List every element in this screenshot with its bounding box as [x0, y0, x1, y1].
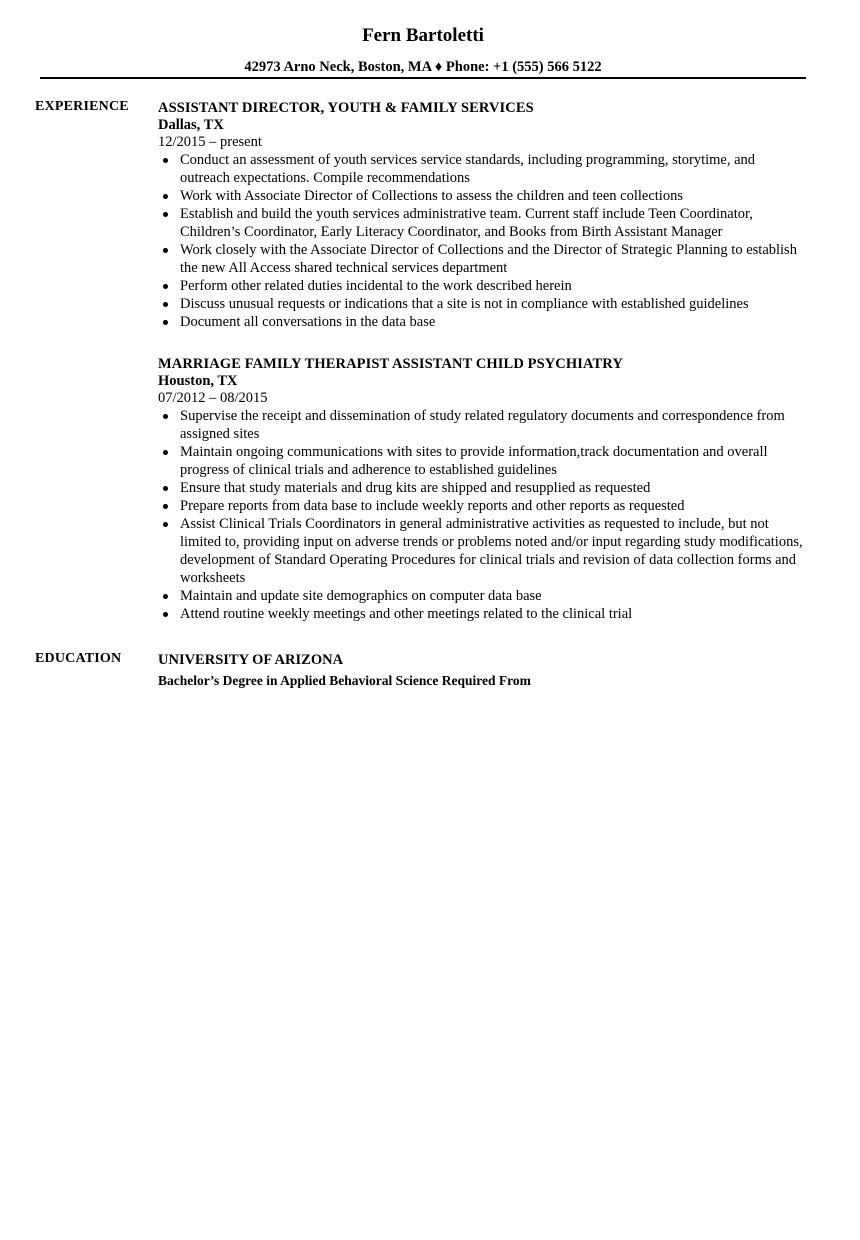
- job-dates: 12/2015 – present: [158, 134, 262, 150]
- school-name: UNIVERSITY OF ARIZONA: [158, 652, 344, 668]
- duty-text: Ensure that study materials and drug kits are shipped and resupplied as requested: [180, 480, 651, 496]
- bullet-icon: [163, 612, 168, 617]
- list-item: [158, 443, 808, 479]
- duty-text: Assist Clinical Trials Coordinators in general administrative activities as requested to include, but not limited to, providing input on adverse trends or problems noted and/or input regarding study modifications, development of Standard Operating Procedures for clinical trials and revision of data collection forms and worksheets: [180, 516, 803, 586]
- bullet-icon: [163, 320, 168, 325]
- bullet-icon: [163, 522, 168, 527]
- list-item: [158, 277, 808, 295]
- bullet-icon: [163, 486, 168, 491]
- job-title: MARRIAGE FAMILY THERAPIST ASSISTANT CHILD PSYCHIATRY: [158, 356, 623, 372]
- contact-line: 42973 Arno Neck, Boston, MA ♦ Phone: +1 (555) 566 5122: [244, 59, 602, 75]
- bullet-icon: [163, 284, 168, 289]
- duty-text: Discuss unusual requests or indications that a site is not in compliance with established guidelines: [180, 296, 749, 312]
- list-item: [158, 241, 808, 277]
- education-heading: EDUCATION: [35, 651, 122, 666]
- education-entry: [158, 651, 808, 690]
- job-title: ASSISTANT DIRECTOR, YOUTH & FAMILY SERVICES: [158, 100, 534, 116]
- list-item: [158, 497, 808, 515]
- duty-text: Work with Associate Director of Collections to assess the children and teen collections: [180, 188, 683, 204]
- header-divider: [40, 77, 806, 79]
- duty-text: Document all conversations in the data base: [180, 314, 436, 330]
- job-location: Dallas, TX: [158, 117, 224, 133]
- job-location: Houston, TX: [158, 373, 238, 389]
- bullet-icon: [163, 414, 168, 419]
- bullet-icon: [163, 302, 168, 307]
- job-duties-list: [158, 407, 808, 623]
- list-item: [158, 479, 808, 497]
- bullet-icon: [163, 248, 168, 253]
- bullet-icon: [163, 504, 168, 509]
- duty-text: Maintain and update site demographics on computer data base: [180, 588, 542, 604]
- list-item: [158, 605, 808, 623]
- bullet-icon: [163, 594, 168, 599]
- duty-text: Supervise the receipt and dissemination of study related regulatory documents and correspondence from assigned sites: [180, 408, 785, 442]
- list-item: [158, 515, 808, 587]
- bullet-icon: [163, 158, 168, 163]
- list-item: [158, 587, 808, 605]
- job-entry: [158, 99, 808, 331]
- duty-text: Perform other related duties incidental to the work described herein: [180, 278, 572, 294]
- duty-text: Attend routine weekly meetings and other meetings related to the clinical trial: [180, 606, 633, 622]
- candidate-name: Fern Bartoletti: [362, 25, 484, 46]
- experience-heading: EXPERIENCE: [35, 99, 129, 114]
- list-item: [158, 295, 808, 313]
- list-item: [158, 187, 808, 205]
- job-duties-list: [158, 151, 808, 331]
- list-item: [158, 313, 808, 331]
- job-entry: [158, 355, 808, 623]
- degree-name: Bachelor’s Degree in Applied Behavioral Science Required From: [158, 673, 531, 688]
- duty-text: Work closely with the Associate Director of Collections and the Director of Strategic Planning to establish the new All Access shared technical services department: [180, 242, 797, 276]
- list-item: [158, 205, 808, 241]
- job-dates: 07/2012 – 08/2015: [158, 390, 268, 406]
- list-item: [158, 151, 808, 187]
- list-item: [158, 407, 808, 443]
- duty-text: Prepare reports from data base to include weekly reports and other reports as requested: [180, 498, 685, 514]
- bullet-icon: [163, 194, 168, 199]
- duty-text: Maintain ongoing communications with sites to provide information,track documentation and overall progress of clinical trials and adherence to established guidelines: [180, 444, 768, 478]
- duty-text: Establish and build the youth services administrative team. Current staff include Teen Coordinator, Children’s Coordinator, Early Literacy Coordinator, and Books from Birth Assistant Manager: [180, 206, 753, 240]
- bullet-icon: [163, 212, 168, 217]
- duty-text: Conduct an assessment of youth services service standards, including programming, storytime, and outreach expectations. Compile recommendations: [180, 152, 756, 186]
- bullet-icon: [163, 450, 168, 455]
